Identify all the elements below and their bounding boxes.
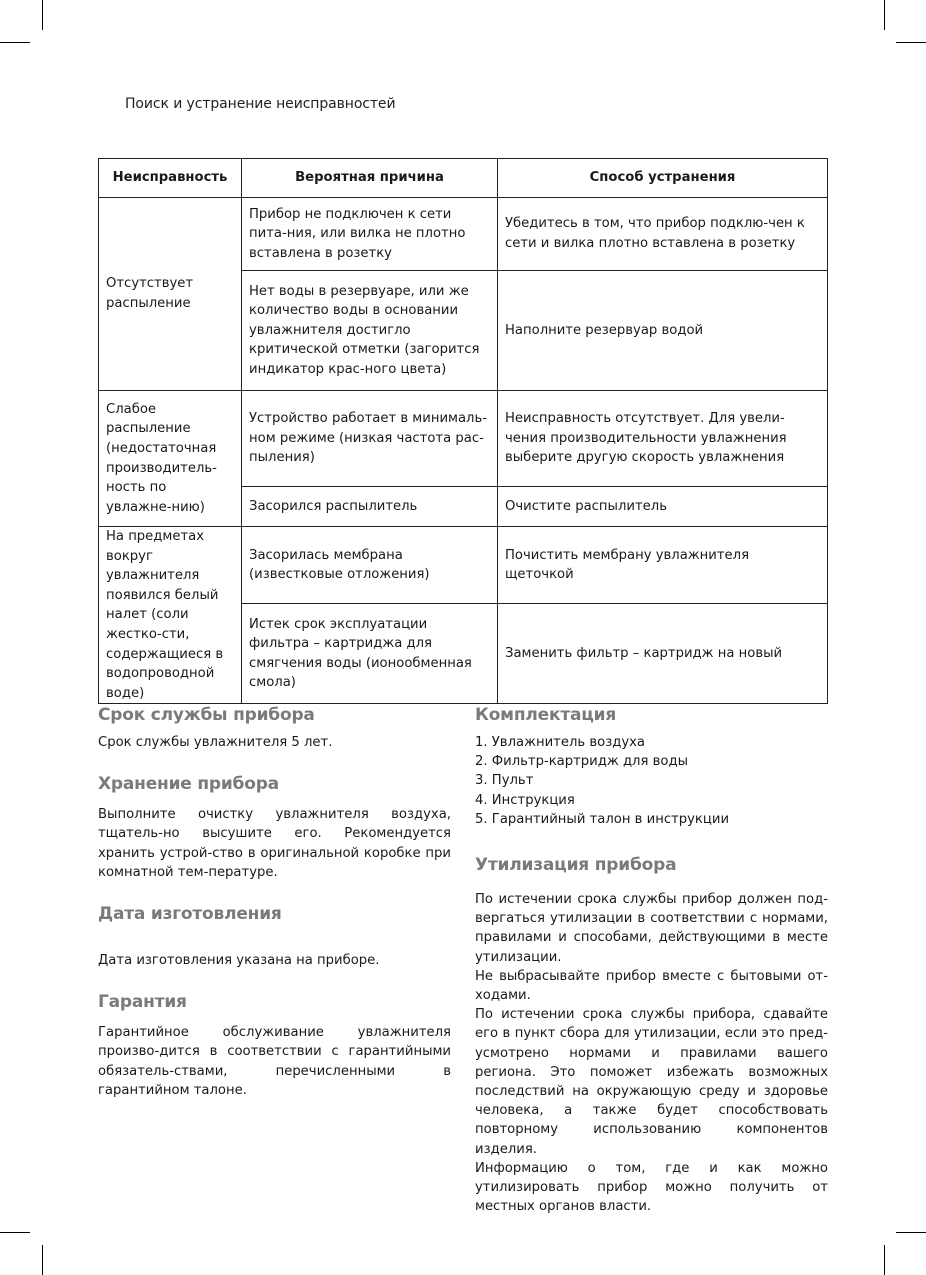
manufacture-date-text: Дата изготовления указана на приборе. [98, 953, 380, 969]
crop-mark-bottom-right-v [884, 1245, 885, 1275]
crop-mark-bottom-right-h [896, 1232, 926, 1233]
header-problem: Неисправность [99, 159, 242, 198]
crop-mark-top-left-h [0, 42, 30, 43]
left-column [98, 703, 451, 1100]
disposal-paragraph: Не выбрасывайте прибор вместе с бытовыми от-ходами. [475, 968, 828, 1004]
cause-cell: Устройство работает в минималь-ном режиме (низкая частота рас-пыления) [242, 391, 498, 487]
disposal-paragraph: По истечении срока службы прибор должен под-вергаться утилизации в соответствии с нормами, правилами и способами, действующими в месте утилизации. [475, 892, 828, 965]
disposal-heading: Утилизация прибора [475, 855, 677, 876]
fix-cell: Заменить фильтр – картридж на новый [498, 604, 828, 704]
list-item: 4. Инструкция [475, 792, 575, 808]
header-cause: Вероятная причина [242, 159, 498, 198]
cause-cell: Засорился распылитель [242, 487, 498, 527]
list-item: 1. Увлажнитель воздуха [475, 735, 646, 750]
list-item: 3. Пульт [475, 773, 534, 789]
table-row [99, 391, 828, 487]
package-list [475, 733, 828, 829]
fix-cell: Очистите распылитель [498, 487, 828, 527]
table-row [99, 198, 828, 271]
crop-mark-top-left-v [42, 0, 43, 30]
warranty-heading: Гарантия [98, 992, 187, 1013]
crop-mark-top-right-h [896, 42, 926, 43]
service-life-text: Срок службы увлажнителя 5 лет. [98, 735, 333, 750]
header-fix: Способ устранения [498, 159, 828, 198]
cause-cell: Нет воды в резервуаре, или же количество воды в основании увлажнителя достигло критической отметки (загорится индикатор крас-ного цвета) [242, 271, 498, 391]
right-column [475, 703, 828, 1216]
list-item: 5. Гарантийный талон в инструкции [475, 811, 730, 827]
list-item: 2. Фильтр-картридж для воды [475, 754, 688, 770]
problem-cell: Слабое распыление (недостаточная производитель-ность по увлажне-нию) [99, 391, 242, 527]
crop-mark-bottom-left-h [0, 1232, 30, 1233]
fix-cell: Неисправность отсутствует. Для увели-чения производительности увлажнения выберите другую скорость увлажнения [498, 391, 828, 487]
cause-cell: Истек срок эксплуатации фильтра – картриджа для смягчения воды (ионообменная смола) [242, 604, 498, 704]
troubleshooting-table [98, 158, 828, 704]
cause-cell: Прибор не подключен к сети пита-ния, или вилка не плотно вставлена в розетку [242, 198, 498, 271]
problem-cell: На предметах вокруг увлажнителя появился белый налет (соли жестко-сти, содержащиеся в водопроводной воде) [99, 527, 242, 704]
crop-mark-top-right-v [884, 0, 885, 30]
disposal-paragraph: По истечении срока службы прибора, сдавайте его в пункт сбора для утилизации, если это пред-усмотрено нормами и правилами вашего региона. Это поможет избежать возможных последствий на окружающую среду и здоровье человека, а также будет способствовать повторному использованию компонентов изделия. [475, 1007, 828, 1157]
crop-mark-bottom-left-v [42, 1245, 43, 1275]
cause-cell: Засорилась мембрана (известковые отложения) [242, 527, 498, 604]
fix-cell: Убедитесь в том, что прибор подклю-чен к сети и вилка плотно вставлена в розетку [498, 198, 828, 271]
fix-cell: Наполните резервуар водой [498, 271, 828, 391]
table-header-row [99, 159, 828, 198]
warranty-text: Гарантийное обслуживание увлажнителя произво-дится в соответствии с гарантийными обязатель-ствами, перечисленными в гарантийном талоне. [98, 1025, 451, 1098]
running-head: Поиск и устранение неисправностей [125, 96, 396, 112]
disposal-paragraph: Информацию о том, где и как можно утилизировать прибор можно получить от местных органов власти. [475, 1160, 828, 1215]
table-row [99, 527, 828, 604]
problem-cell: Отсутствует распыление [99, 198, 242, 391]
storage-heading: Хранение прибора [98, 774, 279, 795]
storage-text: Выполните очистку увлажнителя воздуха, тщатель-но высушите его. Рекомендуется хранить устрой-ство в оригинальной коробке при комнатной тем-пературе. [98, 807, 451, 880]
package-heading: Комплектация [475, 705, 617, 725]
fix-cell: Почистить мембрану увлажнителя щеточкой [498, 527, 828, 604]
manufacture-date-heading: Дата изготовления [98, 904, 282, 925]
service-life-heading: Срок службы прибора [98, 705, 315, 725]
